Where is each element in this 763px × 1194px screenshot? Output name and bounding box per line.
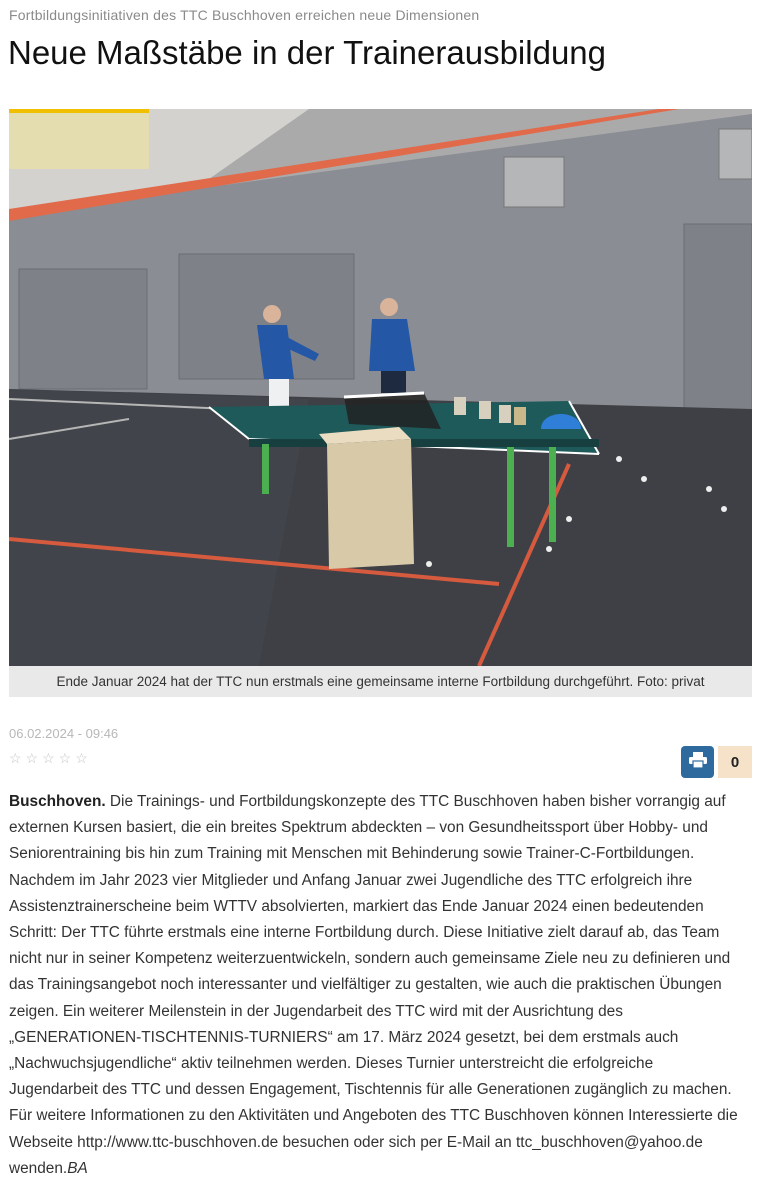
rating-stars[interactable]: ☆☆☆☆☆ [9,750,92,766]
comment-count-badge[interactable]: 0 [718,746,752,778]
author-initials: BA [67,1159,88,1177]
article-body [9,789,743,1182]
kicker: Fortbildungsinitiativen des TTC Buschhoven erreichen neue Dimensionen [9,7,480,23]
printer-icon [689,752,707,773]
publish-date: 06.02.2024 - 09:46 [9,726,119,741]
print-button[interactable] [681,746,714,778]
article-lead: Buschhoven. [9,793,106,810]
article-photo[interactable] [9,109,752,666]
photo-caption: Ende Januar 2024 hat der TTC nun erstmals eine gemeinsame interne Fortbildung durchgeführt. Foto: privat [9,666,752,697]
article-text: Die Trainings- und Fortbildungskonzepte des TTC Buschhoven haben bisher vorrangig auf externen Kursen basiert, die ein breites Spektrum abdeckten – von Gesundheitssport über Hobby- und Seniorentraining bis hin zum Training mit Menschen mit Behinderung sowie Trainer-C-Fortbildungen. Nachdem im Jahr 2023 vier Mitglieder und Anfang Januar zwei Jugendliche des TTC erfolgreich ihre Assistenztrainerscheine beim WTTV absolvierten, markiert das Ende Januar 2024 einen bedeutenden Schritt: Der TTC führte erstmals eine interne Fortbildung durch. Diese Initiative zielt darauf ab, das Team nicht nur in seiner Kompetenz weiterzuentwickeln, sondern auch gemeinsame Ziele neu zu definieren und das Trainingsangebot noch interessanter und vielfältiger zu gestalten, wie auch die praktischen Übungen zeigen. Ein weiterer Meilenstein in der Jugendarbeit des TTC wird mit der Ausrichtung des „GENERATIONEN-TISCHTENNIS-TURNIERS“ am 17. März 2024 gesetzt, bei dem erstmals auch „Nachwuchsjugendliche“ aktiv teilnehmen werden. Dieses Turnier unterstreicht die erfolgreiche Jugendarbeit des TTC und dessen Engagement, Tischtennis für alle Generationen zugänglich zu machen. Für weitere Informationen zu den Aktivitäten und Angeboten des TTC Buschhoven können Interessierte die Webseite http://www.ttc-buschhoven.de besuchen oder sich per E-Mail an ttc_buschhoven@yahoo.de wenden. [9,793,738,1177]
page-title: Neue Maßstäbe in der Trainerausbildung [8,34,607,71]
